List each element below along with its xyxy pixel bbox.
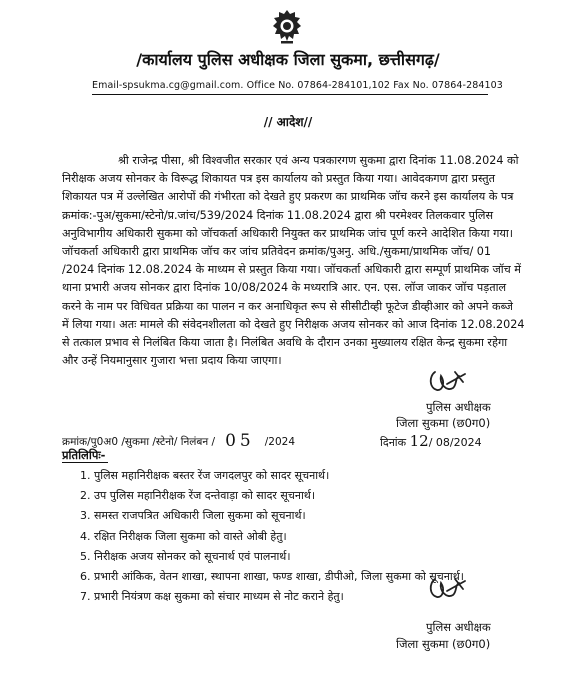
order-line: करने के नाम पर विधिवत प्रक्रिया का पालन न कर अनाधिकृत रूप से सीसीटीव्ही फूटेज डीव्हीआर को अपने कब्जे [62,299,513,313]
list-item: 3. समस्त राजपत्रित अधिकारी जिला सुकमा को सूचनार्थ। [80,509,306,523]
signature-2-designation: पुलिस अधीक्षक [426,620,491,634]
reference-suffix: /2024 [264,436,295,448]
signature-1-district: जिला सुकमा (छ0ग0) [396,416,491,430]
order-body [62,152,552,370]
header-divider [92,94,488,95]
list-item: 5. निरीक्षक अजय सोनकर को सूचनार्थ एवं पालनार्थ। [80,549,291,563]
order-line: में लिया गया। अतः मामले की संवेदनशीलता को देखते हुए निरीक्षक अजय सोनकर को आज दिनांक 12.08.2024 [62,317,525,331]
list-item: 2. उप पुलिस महानिरीक्षक रेंज दन्तेवाड़ा को सादर सूचनार्थ। [80,489,315,503]
date-day: 12 [409,432,429,450]
reference-prefix: क्रमांक/पु0अ0 /सुकमा /स्टेनो/ निलंबन / [62,436,216,448]
reference-number [62,430,295,450]
date-prefix: दिनांक [380,436,407,449]
contact-line: Email-spsukma.cg@gmail.com. Office No. 07864-284101,102 Fax No. 07864-284103 [92,80,503,91]
list-item: 7. प्रभारी नियंत्रण कक्ष सुकमा को संचार माध्यम से नोट कराने हेतु। [80,590,344,604]
order-line: अनुविभागीय अधिकारी सुकमा को जॉचकर्ता अधिकारी नियुक्त कर प्राथमिक जांच पूर्ण करने आदेशित किया गया। [62,226,513,240]
list-item: 6. प्रभारी आंकिक, वेतन शाखा, स्थापना शाखा, फण्ड शाखा, डीपीओ, जिला सुकमा को सूचनार्थ। [80,569,464,583]
order-heading: // आदेश// [263,115,313,129]
order-line: श्री राजेन्द्र पीसा, श्री विश्वजीत सरकार एवं अन्य पत्रकारगण सुकमा द्वारा दिनांक 11.08.2024 को [118,154,519,167]
signature-1-designation: पुलिस अधीक्षक [426,400,491,414]
signature-1-date [380,432,482,450]
order-line: निरीक्षक अजय सोनकर के विरूद्ध शिकायत पत्र इस कार्यालय को प्रस्तुत किया गया। आवेदकगण द्वारा प्रस्तुत [62,172,496,186]
date-rest: / 08/2024 [428,436,482,449]
order-line: जॉचकर्ता अधिकारी द्वारा प्राथमिक जॉच कर जांच प्रतिवेदन क्रमांक/पुअनु. अधि./सुकमा/प्राथमिक जॉच/ 01 [62,244,492,258]
copy-to-underline [62,462,108,463]
order-line: और उन्हें नियमानुसार गुजारा भत्ता प्रदाय किया जाएगा। [62,354,282,368]
police-emblem-icon [270,8,304,44]
order-line: शिकायत पत्र में उल्लेखित आरोपों की गंभीरता को देखते हुए प्रकरण का प्राथमिक जॉच करने इस कार्यालय के पत्र [62,190,514,204]
order-line: थाना प्रभारी अजय सोनकर द्वारा दिनांक 10/08/2024 के मध्यरात्रि आर. एन. एस. लॉज जाकर जॉच पड़ताल [62,281,507,295]
order-line: क्रमांक:-पुअ/सुकमा/स्टेनो/प्र.जांच/539/2024 दिनांक 11.08.2024 द्वारा श्री परमेश्वर तिलकवार पुलिस [62,208,494,222]
copy-to-heading: प्रतिलिपिः- [62,448,106,462]
reference-number-value: 05 [225,431,255,451]
order-line: से तत्काल प्रभाव से निलंबित किया जाता है। निलंबित अवधि के दौरान उनका मुख्यालय रक्षित केन्द्र सुकमा रहेगा [62,335,508,349]
signature-2-district: जिला सुकमा (छ0ग0) [396,637,491,651]
office-title: /कार्यालय पुलिस अधीक्षक जिला सुकमा, छत्तीसगढ़/ [136,50,440,69]
order-line: /2024 दिनांक 12.08.2024 के माध्यम से प्रस्तुत किया गया। जॉचकर्ता अधिकारी द्वारा सम्पूर्ण प्राथमिक जॉच में [62,263,521,277]
signature-1 [425,366,469,402]
signature-2 [425,573,469,609]
list-item: 1. पुलिस महानिरीक्षक बस्तर रेंज जगदलपुर को सादर सूचनार्थ। [80,469,330,482]
copy-to-list [80,466,464,607]
list-item: 4. रक्षित निरीक्षक जिला सुकमा को वास्ते ओबी हेतु। [80,529,287,543]
